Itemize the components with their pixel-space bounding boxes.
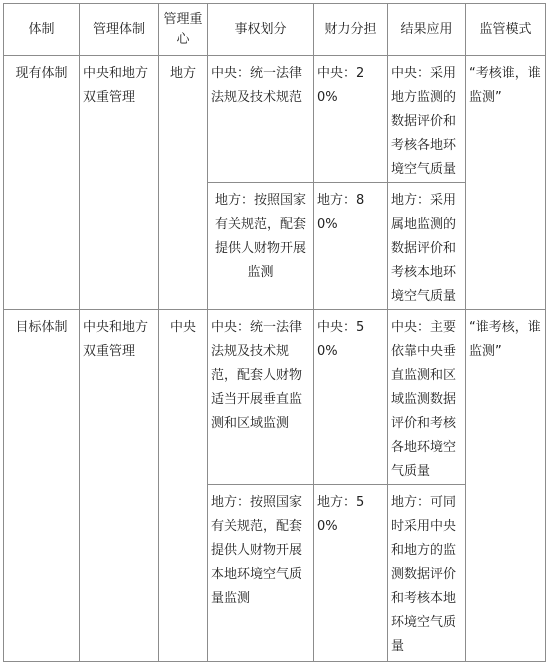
cell-powers: 中央：统一法律法规及技术规范 <box>208 56 314 183</box>
cell-system: 目标体制 <box>4 310 80 662</box>
cell-application: 地方：可同时采用中央和地方的监测数据评价和考核本地环境空气质量 <box>388 485 466 662</box>
header-application: 结果应用 <box>388 4 466 56</box>
table-row <box>4 310 546 485</box>
header-finance: 财力分担 <box>314 4 388 56</box>
cell-application: 地方：采用属地监测的数据评价和考核本地环境空气质量 <box>388 183 466 310</box>
header-powers: 事权划分 <box>208 4 314 56</box>
cell-powers: 地方：按照国家有关规范，配套提供人财物开展本地环境空气质量监测 <box>208 485 314 662</box>
cell-application: 中央：主要依靠中央垂直监测和区域监测数据评价和考核各地环境空气质量 <box>388 310 466 485</box>
header-focus: 管理重心 <box>159 4 208 56</box>
cell-management: 中央和地方双重管理 <box>80 310 159 662</box>
cell-management: 中央和地方双重管理 <box>80 56 159 310</box>
header-system: 体制 <box>4 4 80 56</box>
cell-finance: 中央：20% <box>314 56 388 183</box>
table-row <box>4 56 546 183</box>
cell-focus: 中央 <box>159 310 208 662</box>
header-supervision: 监管模式 <box>466 4 546 56</box>
cell-supervision: “谁考核，谁监测” <box>466 310 546 662</box>
cell-finance: 地方：80% <box>314 183 388 310</box>
header-row <box>4 4 546 56</box>
cell-finance: 中央：50% <box>314 310 388 485</box>
policy-comparison-table <box>3 3 546 662</box>
cell-focus: 地方 <box>159 56 208 310</box>
cell-application: 中央：采用地方监测的数据评价和考核各地环境空气质量 <box>388 56 466 183</box>
cell-system: 现有体制 <box>4 56 80 310</box>
cell-supervision: “考核谁，谁监测” <box>466 56 546 310</box>
cell-finance: 地方：50% <box>314 485 388 662</box>
header-management: 管理体制 <box>80 4 159 56</box>
cell-powers: 地方：按照国家有关规范，配套提供人财物开展监测 <box>208 183 314 310</box>
cell-powers: 中央：统一法律法规及技术规范，配套人财物适当开展垂直监测和区域监测 <box>208 310 314 485</box>
